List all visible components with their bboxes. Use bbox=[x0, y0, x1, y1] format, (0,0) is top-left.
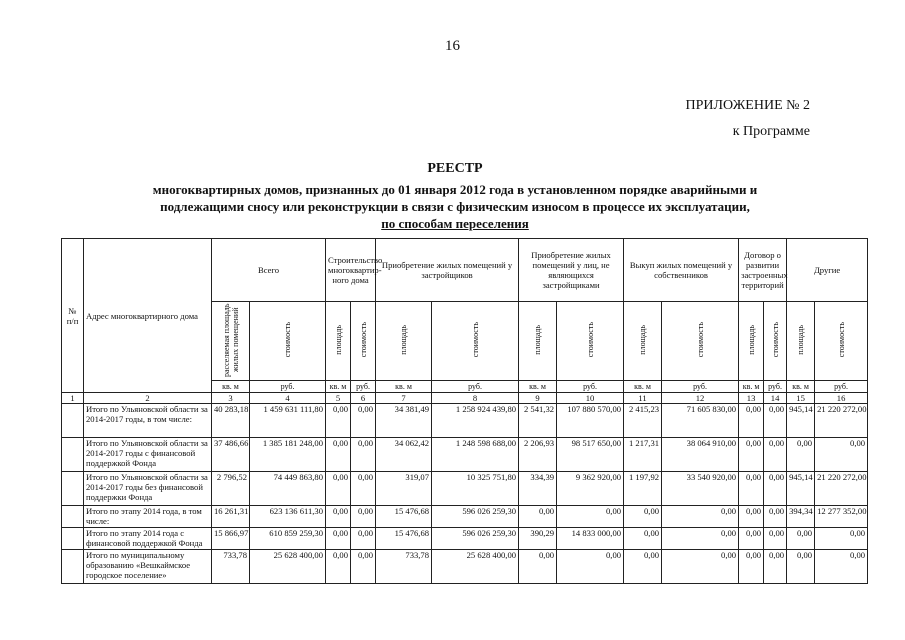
value-cell: 15 476,68 bbox=[376, 506, 432, 528]
value-cell: 1 258 924 439,80 bbox=[432, 404, 519, 438]
value-cell: 0,00 bbox=[764, 528, 787, 550]
value-cell: 0,00 bbox=[326, 404, 351, 438]
appendix-line-2: к Программе bbox=[732, 123, 810, 139]
table-row bbox=[62, 528, 868, 550]
unit-label: кв. м bbox=[739, 381, 764, 393]
row-number-cell bbox=[62, 506, 84, 528]
value-cell: 0,00 bbox=[739, 550, 764, 584]
title-line-2: подлежащими сносу или реконструкции в связи с физическим износом в процессе их эксплуатации, bbox=[160, 199, 750, 214]
header-group-total: Всего bbox=[212, 239, 326, 302]
address-cell: Итого по этапу 2014 года с финансовой поддержкой Фонда bbox=[84, 528, 212, 550]
subheader-total-area: расселяемая площадь жилых помещений bbox=[212, 302, 250, 381]
unit-label: кв. м bbox=[787, 381, 815, 393]
value-cell: 733,78 bbox=[376, 550, 432, 584]
header-group-development-contract: Договор о развитии застроенных территорий bbox=[739, 239, 787, 302]
header-group-buyout: Выкуп жилых помещений у собственников bbox=[624, 239, 739, 302]
value-cell: 0,00 bbox=[787, 438, 815, 472]
value-cell: 0,00 bbox=[519, 550, 557, 584]
title-heading: РЕЕСТР bbox=[427, 161, 483, 176]
value-cell: 0,00 bbox=[739, 472, 764, 506]
value-cell: 34 381,49 bbox=[376, 404, 432, 438]
subheader-cost: стоимость bbox=[432, 302, 519, 381]
value-cell: 15 866,97 bbox=[212, 528, 250, 550]
unit-label: кв. м bbox=[519, 381, 557, 393]
column-number: 4 bbox=[250, 393, 326, 404]
subheader-area: площадь bbox=[376, 302, 432, 381]
value-cell: 623 136 611,30 bbox=[250, 506, 326, 528]
column-number: 16 bbox=[815, 393, 868, 404]
subheader-cost: стоимость bbox=[351, 302, 376, 381]
value-cell: 596 026 259,30 bbox=[432, 528, 519, 550]
value-cell: 1 217,31 bbox=[624, 438, 662, 472]
value-cell: 14 833 000,00 bbox=[557, 528, 624, 550]
value-cell: 25 628 400,00 bbox=[432, 550, 519, 584]
value-cell: 0,00 bbox=[624, 550, 662, 584]
value-cell: 0,00 bbox=[326, 506, 351, 528]
value-cell: 38 064 910,00 bbox=[662, 438, 739, 472]
value-cell: 0,00 bbox=[326, 472, 351, 506]
row-number-cell bbox=[62, 438, 84, 472]
unit-label: руб. bbox=[764, 381, 787, 393]
registry-table bbox=[61, 238, 868, 584]
address-cell: Итого по этапу 2014 года, в том числе: bbox=[84, 506, 212, 528]
column-number: 14 bbox=[764, 393, 787, 404]
column-number: 12 bbox=[662, 393, 739, 404]
value-cell: 0,00 bbox=[764, 438, 787, 472]
row-number-cell bbox=[62, 404, 84, 438]
header-group-other: Другие bbox=[787, 239, 868, 302]
value-cell: 945,14 bbox=[787, 472, 815, 506]
value-cell: 74 449 863,80 bbox=[250, 472, 326, 506]
value-cell: 1 459 631 111,80 bbox=[250, 404, 326, 438]
table-row bbox=[62, 404, 868, 438]
value-cell: 1 248 598 688,00 bbox=[432, 438, 519, 472]
value-cell: 0,00 bbox=[351, 550, 376, 584]
subheader-cost: стоимость bbox=[662, 302, 739, 381]
address-cell: Итого по Ульяновской области за 2014-2017 годы без финансовой поддержки Фонда bbox=[84, 472, 212, 506]
row-number-cell bbox=[62, 472, 84, 506]
unit-label: руб. bbox=[662, 381, 739, 393]
value-cell: 0,00 bbox=[815, 550, 868, 584]
value-cell: 16 261,31 bbox=[212, 506, 250, 528]
subheader-area: площадь bbox=[326, 302, 351, 381]
header-group-construction: Строительство многоквартир-ного дома bbox=[326, 239, 376, 302]
unit-label: кв. м bbox=[326, 381, 351, 393]
column-number: 1 bbox=[62, 393, 84, 404]
value-cell: 0,00 bbox=[351, 438, 376, 472]
value-cell: 33 540 920,00 bbox=[662, 472, 739, 506]
value-cell: 2 206,93 bbox=[519, 438, 557, 472]
value-cell: 0,00 bbox=[326, 438, 351, 472]
column-number: 2 bbox=[84, 393, 212, 404]
subheader-area: площадь bbox=[624, 302, 662, 381]
value-cell: 0,00 bbox=[662, 506, 739, 528]
title-line-3: по способам переселения bbox=[381, 216, 529, 231]
value-cell: 0,00 bbox=[739, 506, 764, 528]
column-number: 9 bbox=[519, 393, 557, 404]
unit-label: кв. м bbox=[624, 381, 662, 393]
column-number: 8 bbox=[432, 393, 519, 404]
value-cell: 0,00 bbox=[739, 438, 764, 472]
column-number: 6 bbox=[351, 393, 376, 404]
value-cell: 21 220 272,00 bbox=[815, 472, 868, 506]
unit-label: руб. bbox=[432, 381, 519, 393]
subheader-cost: стоимость bbox=[250, 302, 326, 381]
header-address: Адрес многоквартирного дома bbox=[84, 239, 212, 393]
value-cell: 0,00 bbox=[326, 550, 351, 584]
value-cell: 37 486,66 bbox=[212, 438, 250, 472]
value-cell: 98 517 650,00 bbox=[557, 438, 624, 472]
value-cell: 0,00 bbox=[739, 528, 764, 550]
value-cell: 0,00 bbox=[351, 472, 376, 506]
value-cell: 15 476,68 bbox=[376, 528, 432, 550]
value-cell: 0,00 bbox=[815, 528, 868, 550]
subheader-area: площадь bbox=[787, 302, 815, 381]
unit-label: кв. м bbox=[376, 381, 432, 393]
column-number-row bbox=[62, 393, 868, 404]
value-cell: 12 277 352,00 bbox=[815, 506, 868, 528]
value-cell: 0,00 bbox=[624, 506, 662, 528]
column-number: 11 bbox=[624, 393, 662, 404]
subheader-cost: стоимость bbox=[764, 302, 787, 381]
value-cell: 0,00 bbox=[662, 550, 739, 584]
header-row-groups bbox=[62, 239, 868, 302]
value-cell: 0,00 bbox=[326, 528, 351, 550]
header-number: № п/п bbox=[62, 239, 84, 393]
subheader-cost: стоимость bbox=[815, 302, 868, 381]
column-number: 5 bbox=[326, 393, 351, 404]
value-cell: 0,00 bbox=[351, 528, 376, 550]
value-cell: 733,78 bbox=[212, 550, 250, 584]
value-cell: 1 197,92 bbox=[624, 472, 662, 506]
header-group-non-developers: Приобретение жилых помещений у лиц, не являющихся застройщиками bbox=[519, 239, 624, 302]
value-cell: 0,00 bbox=[351, 506, 376, 528]
value-cell: 0,00 bbox=[351, 404, 376, 438]
value-cell: 34 062,42 bbox=[376, 438, 432, 472]
value-cell: 9 362 920,00 bbox=[557, 472, 624, 506]
value-cell: 0,00 bbox=[739, 404, 764, 438]
value-cell: 0,00 bbox=[764, 472, 787, 506]
value-cell: 319,07 bbox=[376, 472, 432, 506]
value-cell: 2 796,52 bbox=[212, 472, 250, 506]
page-number: 16 bbox=[445, 38, 460, 54]
value-cell: 0,00 bbox=[787, 528, 815, 550]
address-cell: Итого по Ульяновской области за 2014-2017 годы, в том числе: bbox=[84, 404, 212, 438]
value-cell: 394,34 bbox=[787, 506, 815, 528]
value-cell: 0,00 bbox=[662, 528, 739, 550]
subheader-area: площадь bbox=[739, 302, 764, 381]
value-cell: 10 325 751,80 bbox=[432, 472, 519, 506]
value-cell: 71 605 830,00 bbox=[662, 404, 739, 438]
subheader-area: площадь bbox=[519, 302, 557, 381]
value-cell: 0,00 bbox=[624, 528, 662, 550]
document-title bbox=[60, 161, 850, 232]
value-cell: 40 283,18 bbox=[212, 404, 250, 438]
table-row bbox=[62, 506, 868, 528]
value-cell: 21 220 272,00 bbox=[815, 404, 868, 438]
unit-label: руб. bbox=[557, 381, 624, 393]
value-cell: 0,00 bbox=[519, 506, 557, 528]
header-group-developers: Приобретение жилых помещений у застройщиков bbox=[376, 239, 519, 302]
value-cell: 0,00 bbox=[787, 550, 815, 584]
value-cell: 2 541,32 bbox=[519, 404, 557, 438]
column-number: 15 bbox=[787, 393, 815, 404]
value-cell: 596 026 259,30 bbox=[432, 506, 519, 528]
value-cell: 0,00 bbox=[815, 438, 868, 472]
column-number: 7 bbox=[376, 393, 432, 404]
value-cell: 2 415,23 bbox=[624, 404, 662, 438]
row-number-cell bbox=[62, 550, 84, 584]
unit-label: кв. м bbox=[212, 381, 250, 393]
value-cell: 945,14 bbox=[787, 404, 815, 438]
address-cell: Итого по Ульяновской области за 2014-2017 годы с финансовой поддержкой Фонда bbox=[84, 438, 212, 472]
value-cell: 0,00 bbox=[764, 506, 787, 528]
row-number-cell bbox=[62, 528, 84, 550]
value-cell: 390,29 bbox=[519, 528, 557, 550]
address-cell: Итого по муниципальному образованию «Вешкаймское городское поселение» bbox=[84, 550, 212, 584]
unit-label: руб. bbox=[250, 381, 326, 393]
subheader-cost: стоимость bbox=[557, 302, 624, 381]
value-cell: 0,00 bbox=[557, 550, 624, 584]
value-cell: 0,00 bbox=[764, 404, 787, 438]
value-cell: 334,39 bbox=[519, 472, 557, 506]
unit-label: руб. bbox=[815, 381, 868, 393]
title-line-1: многоквартирных домов, признанных до 01 января 2012 года в установленном порядке аварийными и bbox=[152, 182, 758, 197]
table-row bbox=[62, 438, 868, 472]
column-number: 13 bbox=[739, 393, 764, 404]
value-cell: 610 859 259,30 bbox=[250, 528, 326, 550]
value-cell: 107 880 570,00 bbox=[557, 404, 624, 438]
value-cell: 0,00 bbox=[557, 506, 624, 528]
appendix-line-1: ПРИЛОЖЕНИЕ № 2 bbox=[685, 98, 810, 113]
value-cell: 1 385 181 248,00 bbox=[250, 438, 326, 472]
value-cell: 0,00 bbox=[764, 550, 787, 584]
table-row bbox=[62, 550, 868, 584]
value-cell: 25 628 400,00 bbox=[250, 550, 326, 584]
appendix-header bbox=[686, 93, 811, 145]
column-number: 10 bbox=[557, 393, 624, 404]
unit-label: руб. bbox=[351, 381, 376, 393]
column-number: 3 bbox=[212, 393, 250, 404]
table-row bbox=[62, 472, 868, 506]
